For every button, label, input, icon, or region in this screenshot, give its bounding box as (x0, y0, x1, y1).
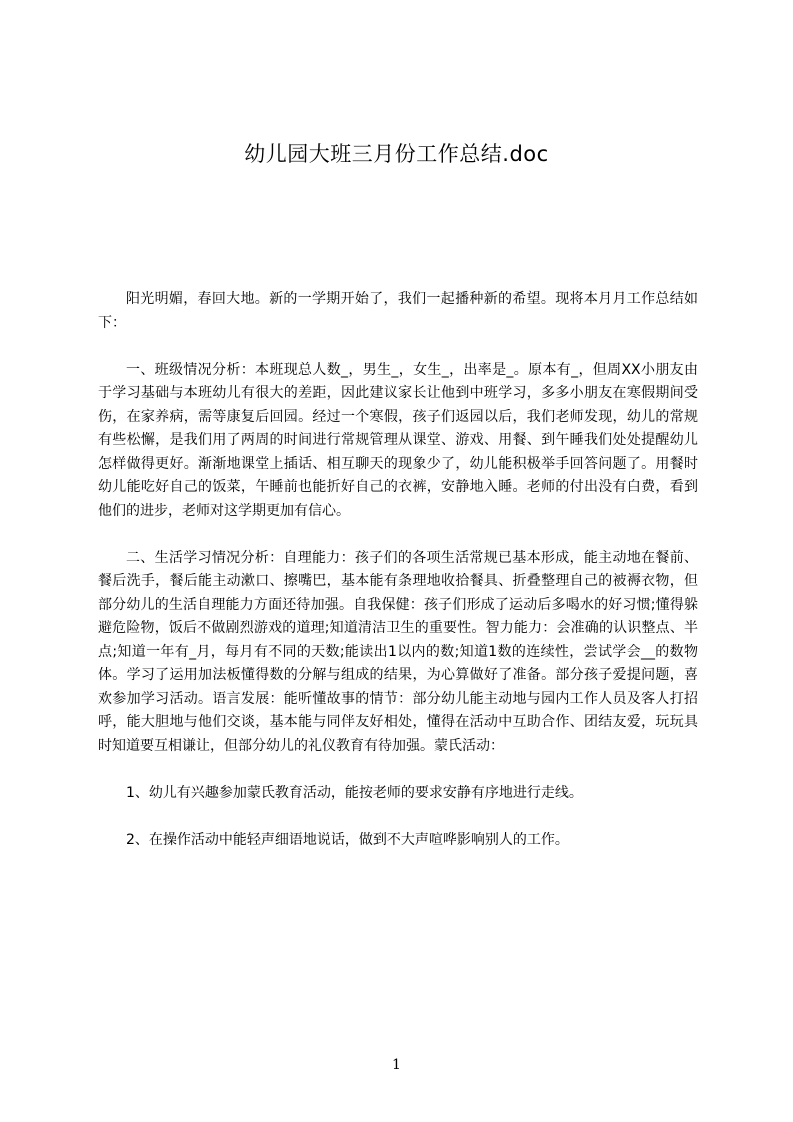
document-body (98, 288, 698, 852)
intro-paragraph: 阳光明媚，春回大地。新的一学期开始了，我们一起播种新的希望。现将本月月工作总结如下： (98, 291, 698, 331)
montessori-item-1: 1、幼儿有兴趣参加蒙氏教育活动，能按老师的要求安静有序地进行走线。 (126, 784, 583, 801)
montessori-item-2: 2、在操作活动中能轻声细语地说话，做到不大声喧哗影响别人的工作。 (126, 831, 569, 848)
page-number: 1 (392, 1057, 401, 1073)
class-analysis-paragraph: 一、班级情况分析：本班现总人数_，男生_，女生_，出率是_。原本有_，但周XX小朋友由于学习基础与本班幼儿有很大的差距，因此建议家长让他到中班学习，多多小朋友在寒假期间受伤，在家养病，需等康复后回园。经过一个寒假，孩子们返园以后，我们老师发现，幼儿的常规有些松懈，是我们用了两周的时间进行常规管理从课堂、游戏、用餐、到午睡我们处处提醒幼儿怎样做得更好。渐渐地课堂上插话、相互聊天的现象少了，幼儿能积极举手回答问题了。用餐时幼儿能吃好自己的饭菜，午睡前也能折好自己的衣裤，安静地入睡。老师的付出没有白费，看到他们的进步，老师对这学期更加有信心。 (98, 361, 698, 519)
document-title: 幼儿园大班三月份工作总结.doc (244, 142, 549, 166)
life-study-analysis-paragraph: 二、生活学习情况分析：自理能力：孩子们的各项生活常规已基本形成，能主动地在餐前、餐后洗手，餐后能主动漱口、擦嘴巴，基本能有条理地收拾餐具、折叠整理自己的被褥衣物，但部分幼儿的生活自理能力方面还待加强。自我保健：孩子们形成了运动后多喝水的好习惯;懂得躲避危险物，饭后不做剧烈游戏的道理;知道清洁卫生的重要性。智力能力：会准确的认识整点、半点;知道一年有_月，每月有不同的天数;能读出1以内的数;知道1数的连续性，尝试学会__的数物体。学习了运用加法板懂得数的分解与组成的结果，为心算做好了准备。部分孩子爱提问题，喜欢参加学习活动。语言发展：能听懂故事的情节：部分幼儿能主动地与园内工作人员及客人打招呼，能大胆地与他们交谈，基本能与同伴友好相处，懂得在活动中互助合作、团结友爱，玩玩具时知道要互相谦让，但部分幼儿的礼仪教育有待加强。蒙氏活动： (98, 549, 698, 754)
